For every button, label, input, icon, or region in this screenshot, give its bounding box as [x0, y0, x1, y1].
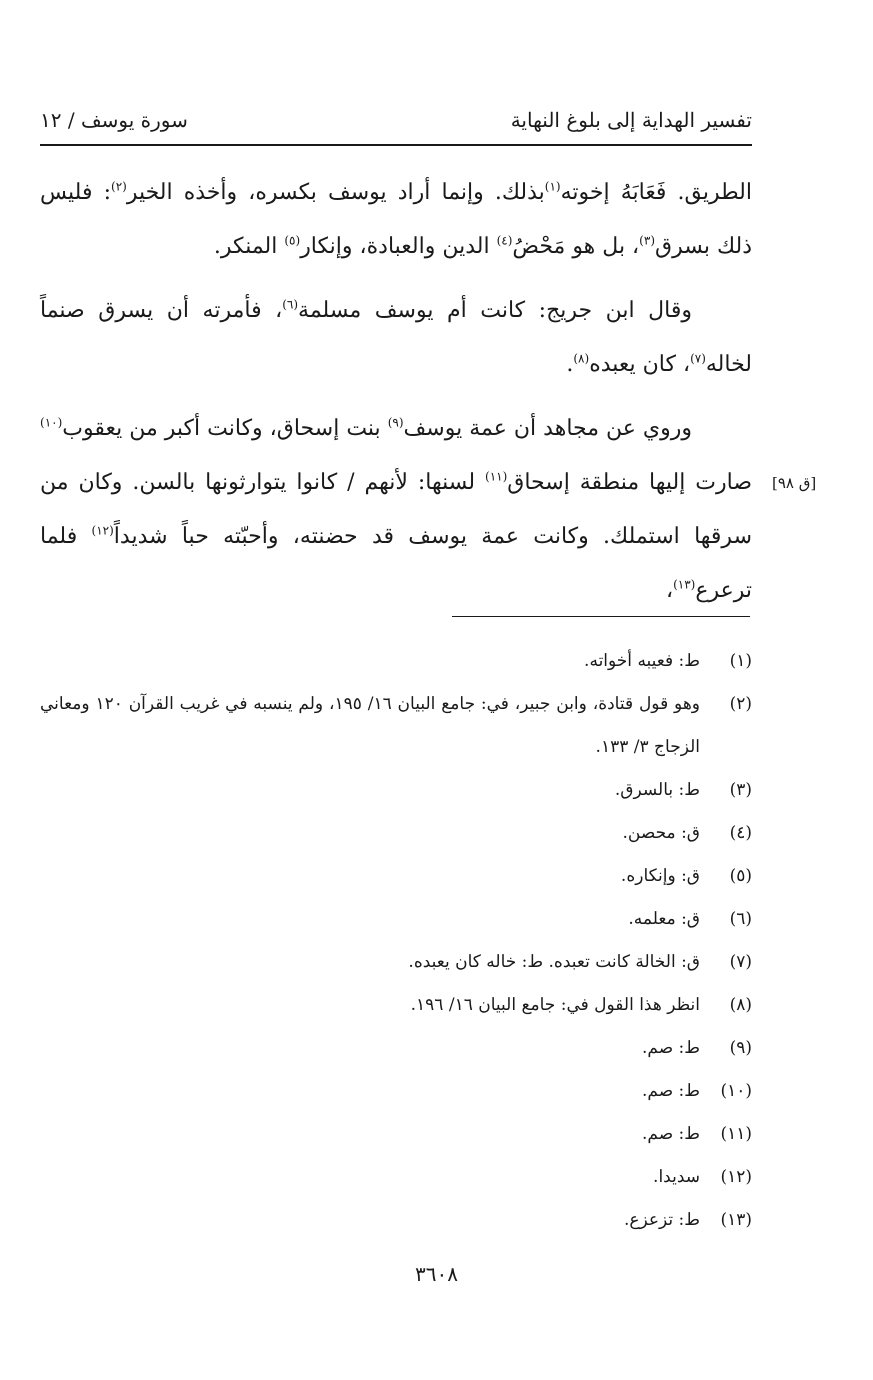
footnote-text: ق: محصن.: [622, 823, 700, 843]
footnote-ref-5[interactable]: (٥): [284, 233, 301, 248]
footnote-item: [40, 1113, 752, 1156]
footnotes: [40, 640, 752, 1242]
footnote-text: وهو قول قتادة، وابن جبير، في: جامع البيان ١٦/ ١٩٥، ولم ينسبه في غريب القرآن ١٢٠ ومعاني الزجاج ٣/ ١٣٣.: [40, 694, 701, 757]
footnote-ref-9[interactable]: (٩): [387, 415, 404, 430]
footnote-number: (١٣): [720, 1210, 752, 1230]
footnote-number: (١١): [720, 1124, 752, 1144]
footnote-ref-10[interactable]: (١٠): [40, 415, 63, 430]
footnote-rule: [452, 616, 750, 617]
footnote-item: [40, 1070, 752, 1113]
text-run: ،: [665, 578, 674, 603]
footnote-number: (٥): [729, 866, 752, 886]
footnote-item: [40, 1199, 752, 1242]
footnote-ref-13[interactable]: (١٣): [673, 577, 696, 592]
footnote-ref-6[interactable]: (٦): [282, 297, 299, 312]
text-run: صارت إليها منطقة إسحاق: [507, 470, 752, 495]
footnote-text: ق: وإنكاره.: [620, 866, 700, 886]
running-header: [40, 102, 752, 142]
text-run: ، كان يعبده: [589, 352, 691, 377]
paragraph-3: [40, 402, 752, 618]
footnote-text: سديدا.: [653, 1167, 700, 1187]
footnote-number: (٩): [729, 1038, 752, 1058]
text-run: : فليس ذلك بسرق: [40, 180, 752, 259]
footnote-number: (٢): [729, 694, 752, 714]
text-run: ، فأمرته أن يسرق صنماً لخاله: [40, 298, 752, 377]
manuscript-margin-note: [ق ٩٨]: [772, 474, 817, 492]
surah-title: سورة يوسف / ١٢: [40, 108, 188, 132]
text-run: المنكر.: [213, 234, 285, 259]
book-title: تفسير الهداية إلى بلوغ النهاية: [510, 108, 752, 132]
footnote-ref-2[interactable]: (٢): [111, 179, 127, 194]
text-run: بذلك. وإنما أراد يوسف بكسره، وأخذه الخير: [126, 180, 545, 205]
page-number: ٣٦٠٨: [415, 1262, 458, 1286]
footnote-ref-3[interactable]: (٣): [639, 233, 655, 248]
footnote-item: [40, 1027, 752, 1070]
text-run: وروي عن مجاهد أن عمة يوسف: [403, 416, 693, 441]
footnote-number: (٨): [729, 995, 752, 1015]
footnote-text: ط: بالسرق.: [614, 780, 700, 800]
footnote-ref-4[interactable]: (٤): [496, 233, 513, 248]
text-run: الطريق. فَعَابَهُ إخوته: [560, 180, 753, 205]
footnote-item: [40, 640, 752, 683]
main-text: [40, 166, 752, 618]
footnote-number: (١٠): [720, 1081, 752, 1101]
footnote-number: (٧): [729, 952, 752, 972]
footnote-text: ق: الخالة كانت تعبده. ط: خاله كان يعبده.: [408, 952, 700, 972]
text-run: الدين والعبادة، وإنكار: [300, 234, 497, 259]
text-run: لسنها: لأنهم / كانوا يتوارثونها بالسن. وكان من سرقها استملك. وكانت عمة يوسف قد حضنته، وأحبّته حباً شديداً: [40, 470, 753, 549]
footnote-text: ط: صم.: [641, 1038, 700, 1058]
footnote-ref-1[interactable]: (١): [544, 179, 561, 194]
text-run: .: [566, 352, 574, 377]
footnote-item: [40, 941, 752, 984]
footnote-number: (١٢): [720, 1167, 752, 1187]
footnote-text: انظر هذا القول في: جامع البيان ١٦/ ١٩٦.: [410, 995, 700, 1015]
text-run: فلما ترعرع: [40, 524, 752, 603]
text-run: ، بل هو مَحْضُ: [512, 234, 640, 259]
footnote-number: (١): [729, 651, 752, 671]
footnote-item: [40, 855, 752, 898]
footnote-item: [40, 683, 752, 769]
paragraph-2: [40, 284, 752, 392]
footnote-text: ط: تزعزع.: [623, 1210, 700, 1230]
footnote-text: ق: معلمه.: [628, 909, 700, 929]
footnote-number: (٣): [729, 780, 752, 800]
footnote-item: [40, 812, 752, 855]
footnote-item: [40, 769, 752, 812]
footnote-ref-12[interactable]: (١٢): [91, 523, 114, 538]
text-run: وقال ابن جريج: كانت أم يوسف مسلمة: [298, 298, 692, 323]
paragraph-1: [40, 166, 752, 274]
footnote-number: (٤): [729, 823, 752, 843]
footnote-ref-8[interactable]: (٨): [573, 351, 590, 366]
footnote-item: [40, 984, 752, 1027]
footnote-text: ط: صم.: [641, 1081, 700, 1101]
footnote-item: [40, 1156, 752, 1199]
footnote-text: ط: صم.: [641, 1124, 700, 1144]
footnote-item: [40, 898, 752, 941]
footnote-ref-11[interactable]: (١١): [485, 469, 508, 484]
header-rule: [40, 144, 752, 146]
footnote-number: (٦): [729, 909, 752, 929]
footnote-text: ط: فعيبه أخواته.: [584, 651, 700, 671]
text-run: بنت إسحاق، وكانت أكبر من يعقوب: [62, 416, 388, 441]
footnote-ref-7[interactable]: (٧): [690, 351, 706, 366]
